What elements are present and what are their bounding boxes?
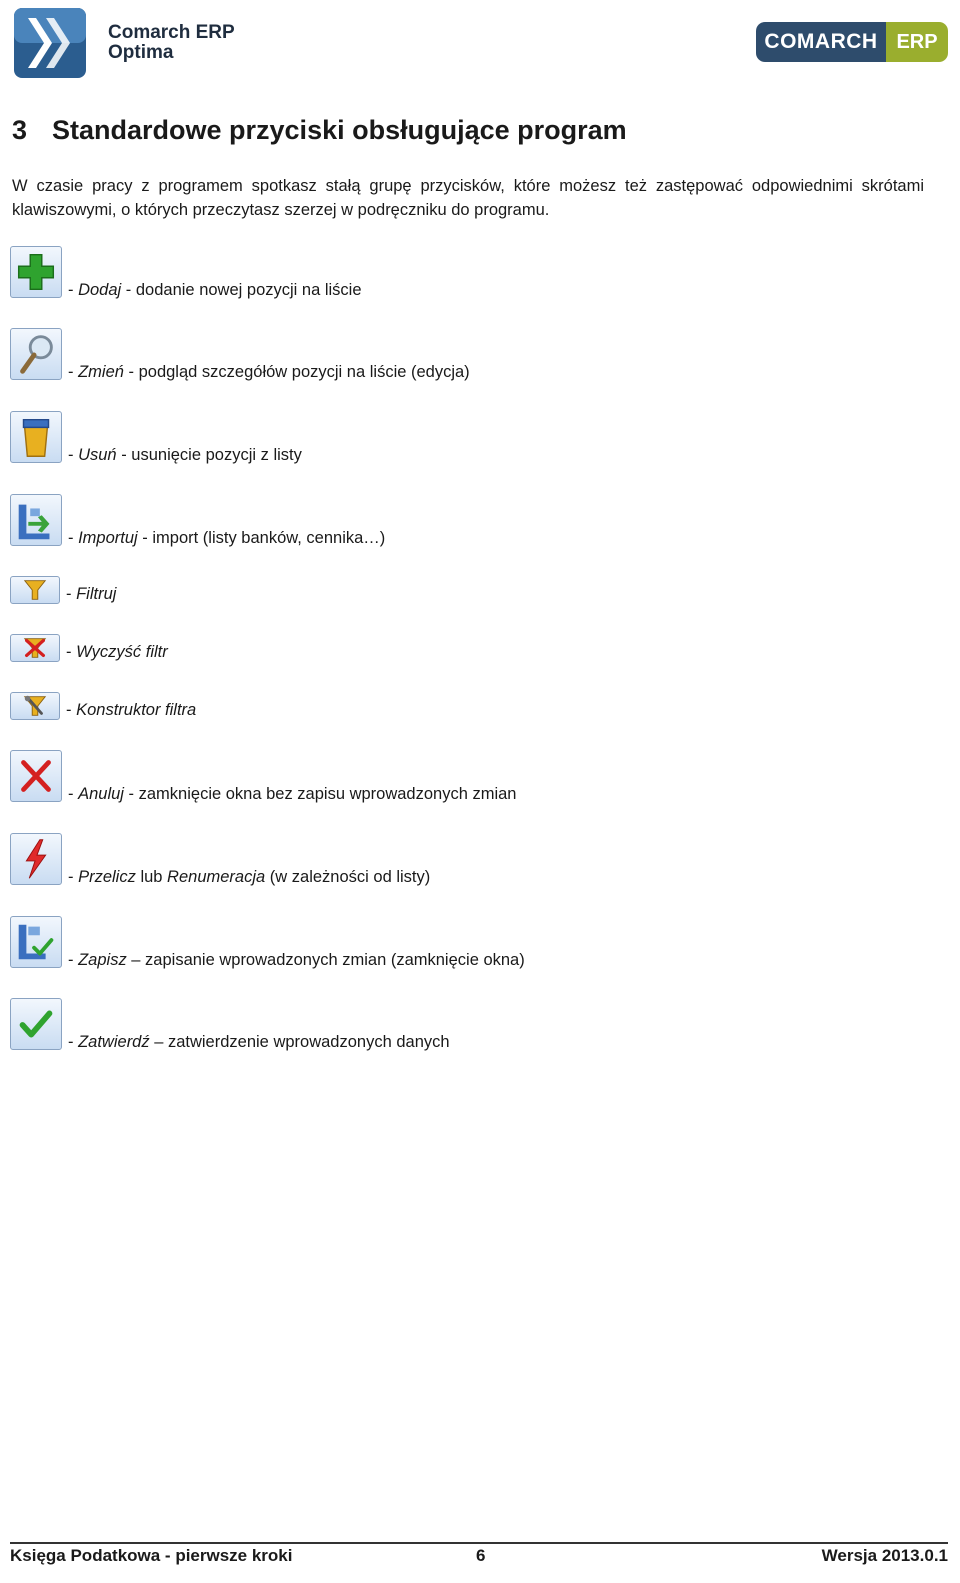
button-desc-dodaj: - Dodaj - dodanie nowej pozycji na liście xyxy=(68,281,362,299)
button-desc-importuj: - Importuj - import (listy banków, cennika…) xyxy=(68,529,386,547)
product-line-2: Optima xyxy=(108,42,174,63)
section-title: Standardowe przyciski obsługujące program xyxy=(52,115,627,145)
button-desc-anuluj: - Anuluj - zamknięcie okna bez zapisu wprowadzonych zmian xyxy=(68,785,517,803)
button-item-importuj xyxy=(10,494,385,546)
button-item-anuluj xyxy=(10,750,517,802)
comarch-brand-logo xyxy=(756,22,948,62)
button-desc-konstruktor-filtra: - Konstruktor filtra xyxy=(66,701,197,719)
section-number: 3 xyxy=(12,115,28,145)
footer-version: Wersja 2013.0.1 xyxy=(821,1546,948,1565)
brand-left: COMARCH xyxy=(756,22,886,62)
product-line-1: Comarch ERP xyxy=(108,22,235,43)
button-desc-przelicz: - Przelicz lub Renumeracja (w zależności od listy) xyxy=(68,868,431,886)
lightning-icon xyxy=(10,833,62,885)
comarch-erp-optima-logo xyxy=(14,8,235,78)
checkmark-icon xyxy=(10,998,62,1050)
button-item-konstruktor-filtra xyxy=(10,692,196,720)
trash-icon xyxy=(10,411,62,463)
button-item-wyczysc-filtr xyxy=(10,634,168,662)
button-desc-filtruj: - Filtruj xyxy=(66,585,117,603)
intro-paragraph: W czasie pracy z programem spotkasz stałą grupę przycisków, które możesz też zastępować odpowiednimi skrótami klawiszowymi, o których przeczytasz szerzej w podręczniku do programu. xyxy=(12,177,924,219)
button-desc-zmien: - Zmień - podgląd szczegółów pozycji na liście (edycja) xyxy=(68,363,470,381)
optima-logo-icon xyxy=(14,8,86,78)
save-icon xyxy=(10,916,62,968)
clear-filter-icon xyxy=(10,634,60,662)
button-desc-zapisz: - Zapisz – zapisanie wprowadzonych zmian (zamknięcie okna) xyxy=(68,951,525,969)
button-item-filtruj xyxy=(10,576,116,604)
plus-icon xyxy=(10,246,62,298)
button-item-usun xyxy=(10,411,302,463)
page-footer xyxy=(10,1546,948,1566)
button-item-dodaj xyxy=(10,246,362,298)
filter-builder-icon xyxy=(10,692,60,720)
footer-divider xyxy=(10,1542,948,1544)
import-icon xyxy=(10,494,62,546)
filter-icon xyxy=(10,576,60,604)
button-item-przelicz xyxy=(10,833,430,885)
button-item-zatwierdz xyxy=(10,998,450,1050)
button-item-zmien xyxy=(10,328,470,380)
footer-doc-title: Księga Podatkowa - pierwsze kroki xyxy=(10,1546,293,1565)
button-desc-wyczysc-filtr: - Wyczyść filtr xyxy=(66,643,168,661)
button-desc-usun: - Usuń - usunięcie pozycji z listy xyxy=(68,446,302,464)
magnifier-icon xyxy=(10,328,62,380)
button-desc-zatwierdz: - Zatwierdź – zatwierdzenie wprowadzonych danych xyxy=(68,1033,450,1051)
button-item-zapisz xyxy=(10,916,525,968)
footer-page-number: 6 xyxy=(476,1546,486,1565)
product-name xyxy=(108,23,235,63)
section-heading xyxy=(12,115,627,146)
cancel-icon xyxy=(10,750,62,802)
brand-right: ERP xyxy=(886,22,948,62)
